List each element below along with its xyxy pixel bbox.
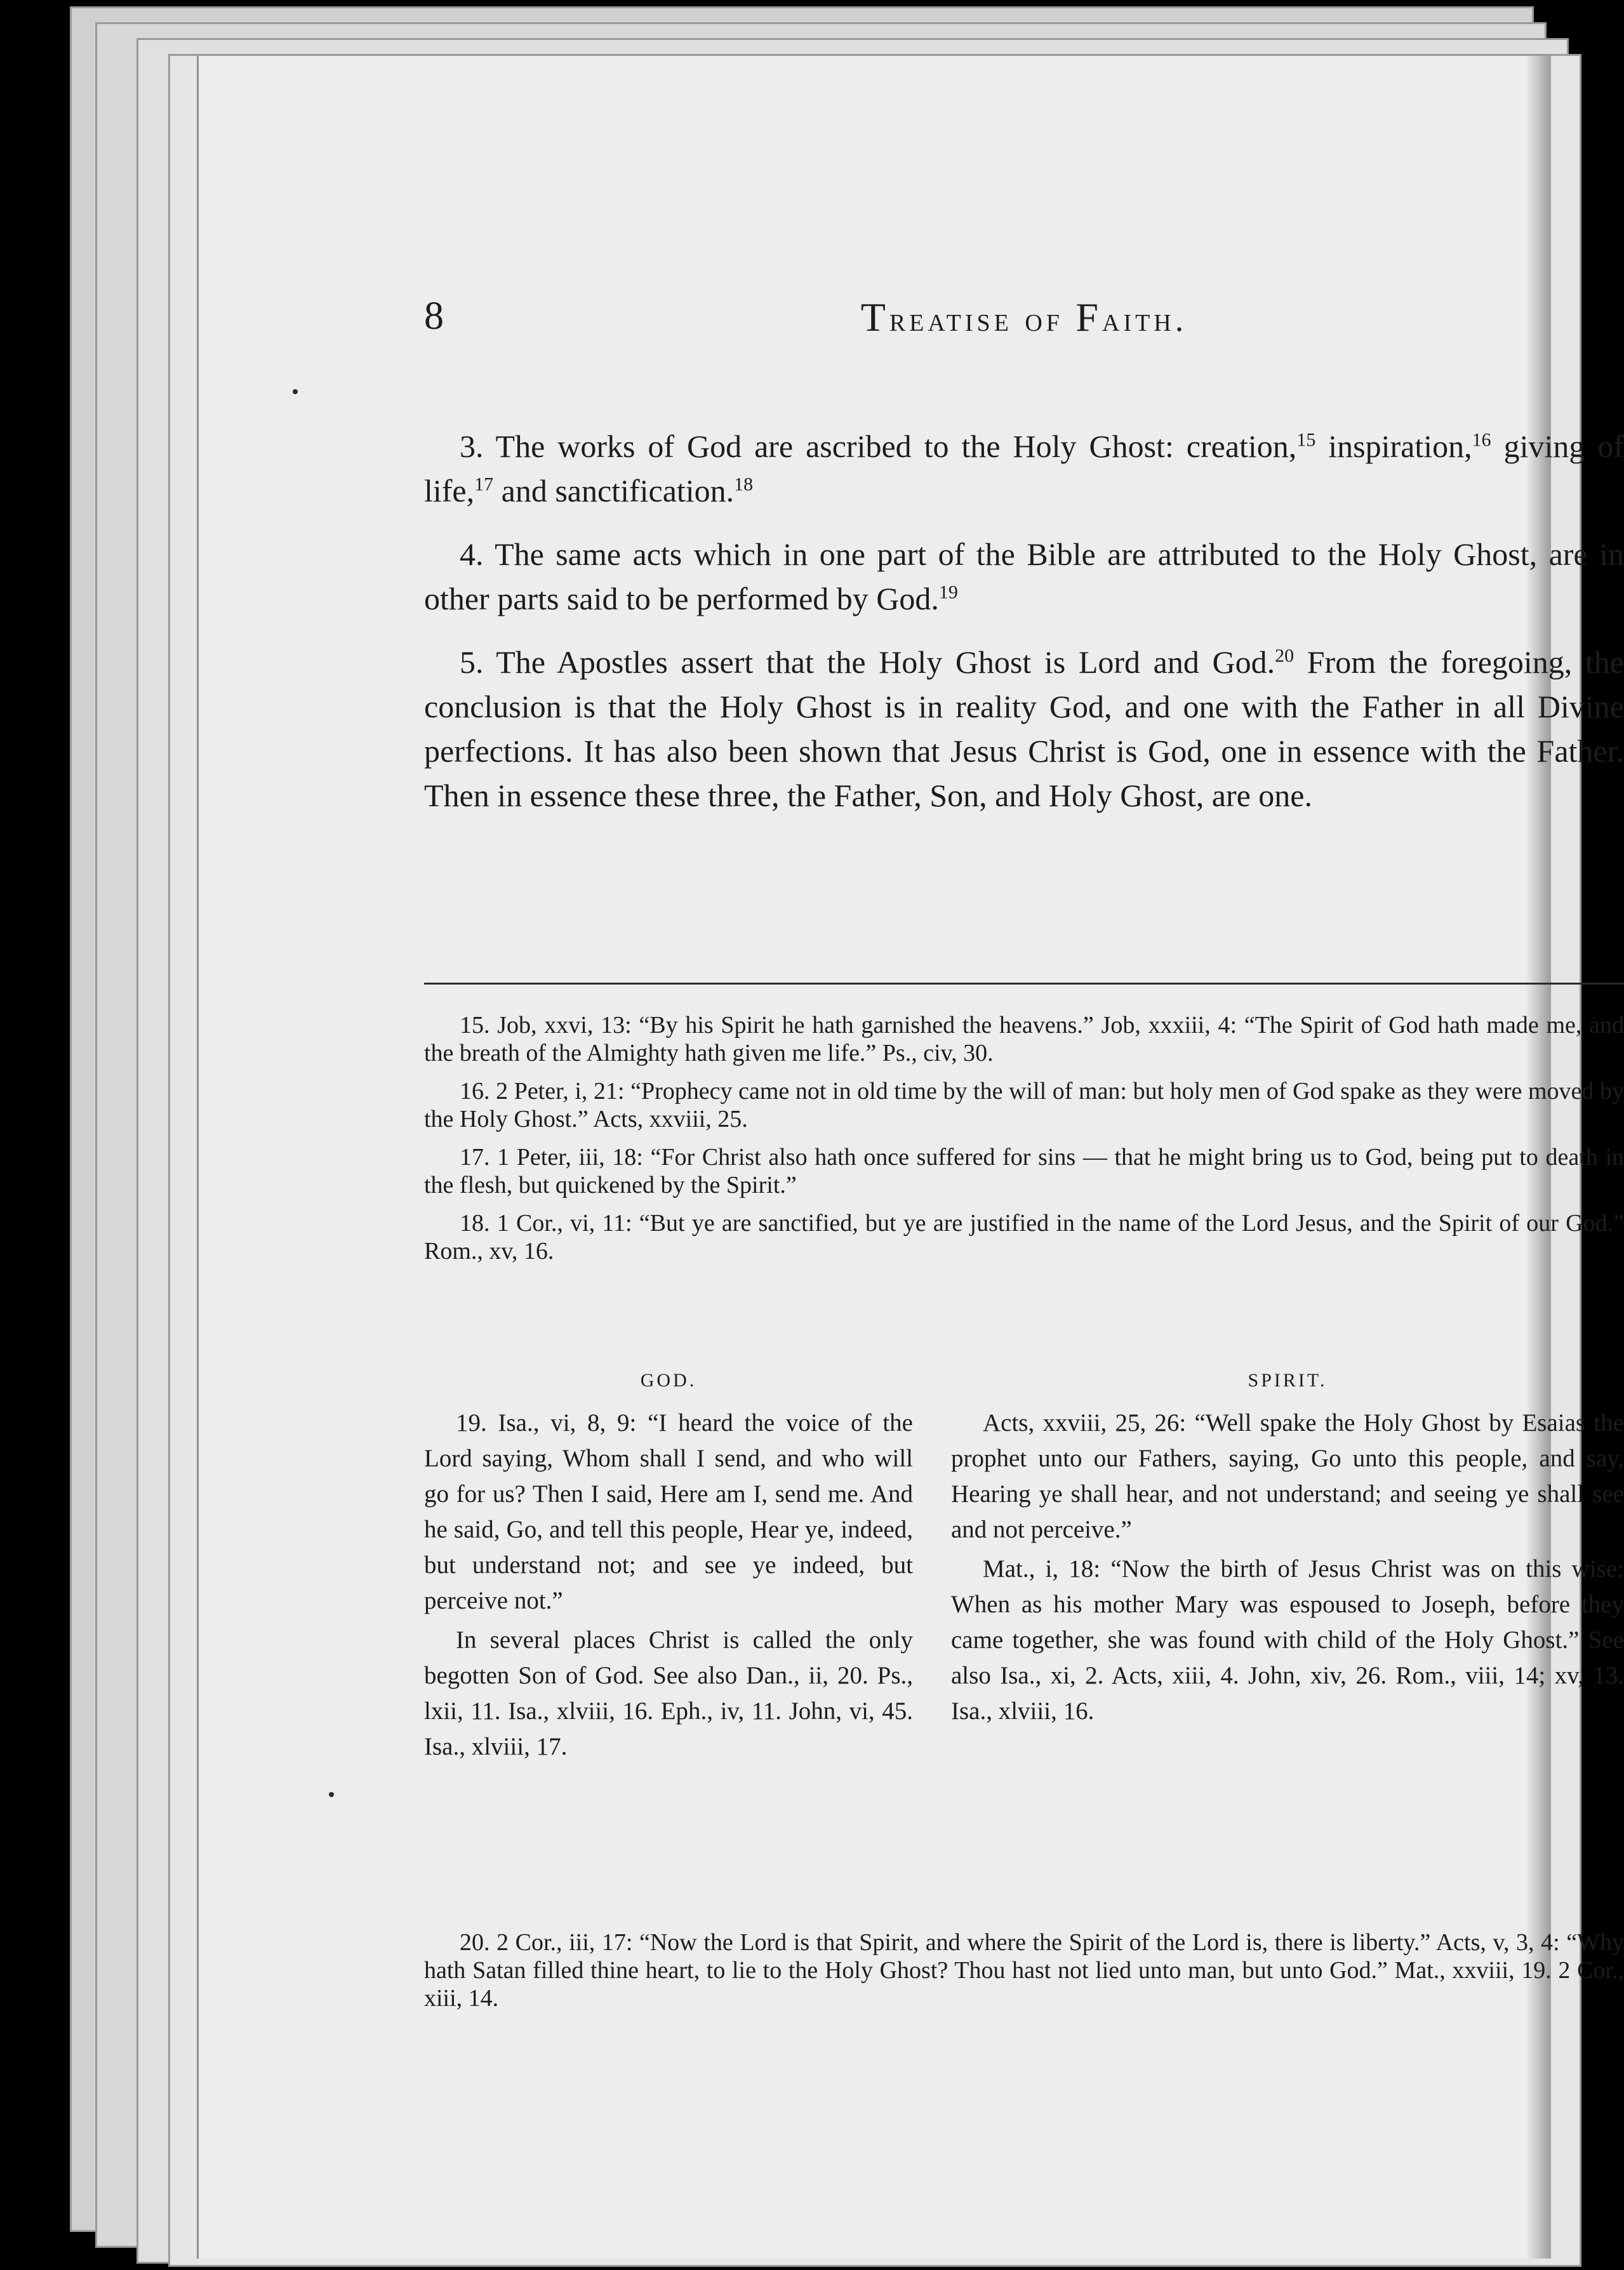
title-initial: T (860, 295, 889, 340)
column-paragraph: In several places Christ is called the only begotten Son of God. See also Dan., ii, 20. Ps., lxii, 11. Isa., xlviii, 16. Eph., iv, 11. John, vi, 45. Isa., xlviii, 17. (424, 1626, 913, 1760)
paragraph-4: 4. The same acts which in one part of the Bible are attributed to the Holy Ghost, are in other parts said to be performed by God.$^{19}$ (424, 536, 1624, 616)
footnote-20-block (424, 1928, 1624, 2022)
column-heading-spirit: SPIRIT. (1248, 1370, 1328, 1391)
footnotes (424, 1011, 1624, 1275)
footnote-16: 16. 2 Peter, i, 21: “Prophecy came not in old time by the will of man: but holy men of God spake as they were moved by the Holy Ghost.” Acts, xxviii, 25. (424, 1078, 1624, 1132)
column-heading-god: GOD. (640, 1370, 697, 1391)
footnote-15: 15. Job, xxvi, 13: “By his Spirit he hath garnished the heavens.” Job, xxxiii, 4: “The Spirit of God hath made me, and the breath of the Almighty hath given me life.” Ps., civ, 30. (424, 1012, 1624, 1066)
running-header (424, 294, 1624, 364)
page-number: 8 (424, 295, 444, 338)
speck-mark (293, 389, 298, 394)
column-paragraph: Acts, xxviii, 25, 26: “Well spake the Holy Ghost by Esaias the prophet unto our Fathers, saying, Go unto this people, and say, Hearing ye shall hear, and not understand; and seeing ye shall see and not perceive.” (951, 1409, 1624, 1543)
column-god (424, 1370, 913, 1769)
book-page (197, 56, 1624, 2259)
title-initial: F (1075, 295, 1102, 340)
footnote-rule (424, 983, 1624, 985)
speck-mark (329, 1792, 334, 1797)
main-text (424, 424, 1624, 837)
title-word: aith. (1102, 300, 1188, 338)
footnote-17: 17. 1 Peter, iii, 18: “For Christ also hath once suffered for sins — that he might bring us to God, being put to death in the flesh, but quickened by the Spirit.” (424, 1144, 1624, 1198)
title-word: reatise (889, 300, 1013, 338)
paragraph-3: 3. The works of God are ascribed to the Holy Ghost: creation,$^{15}$ inspiration,$^{16}$ giving of life,$^{17}$ and sanctification.$^{18}$ (424, 428, 1624, 508)
column-paragraph: Mat., i, 18: “Now the birth of Jesus Christ was on this wise: When as his mother Mary was espoused to Joseph, before they came together, she was found with child of the Holy Ghost.” See also Isa., xi, 2. Acts, xiii, 4. John, xiv, 26. Rom., viii, 14; xv, 13. Isa., xlviii, 16. (951, 1555, 1624, 1725)
paragraph-5: 5. The Apostles assert that the Holy Ghost is Lord and God.$^{20}$ From the foregoing, the conclusion is that the Holy Ghost is in reality God, and one with the Father in all Divine perfections. It has also been shown that Jesus Christ is God, one in essence with the Father. Then in essence these three, the Father, Son, and Holy Ghost, are one. (424, 644, 1624, 813)
title-word: of (1025, 300, 1063, 338)
footnote-18: 18. 1 Cor., vi, 11: “But ye are sanctified, but ye are justified in the name of the Lord Jesus, and the Spirit of our God.” Rom., xv, 16. (424, 1210, 1624, 1264)
running-title (424, 294, 1624, 341)
footnote-20: 20. 2 Cor., iii, 17: “Now the Lord is that Spirit, and where the Spirit of the Lord is, there is liberty.” Acts, v, 3, 4: “Why hath Satan filled thine heart, to lie to the Holy Ghost? Thou hast not lied unto man, but unto God.” Mat., xxviii, 19. 2 Cor., xiii, 14. (424, 1929, 1624, 2012)
column-spirit (951, 1370, 1624, 1733)
column-paragraph: 19. Isa., vi, 8, 9: “I heard the voice of the Lord saying, Whom shall I send, and who will go for us? Then I said, Here am I, send me. And he said, Go, and tell this people, Hear ye, indeed, but understand not; and see ye indeed, but perceive not.” (424, 1409, 913, 1614)
